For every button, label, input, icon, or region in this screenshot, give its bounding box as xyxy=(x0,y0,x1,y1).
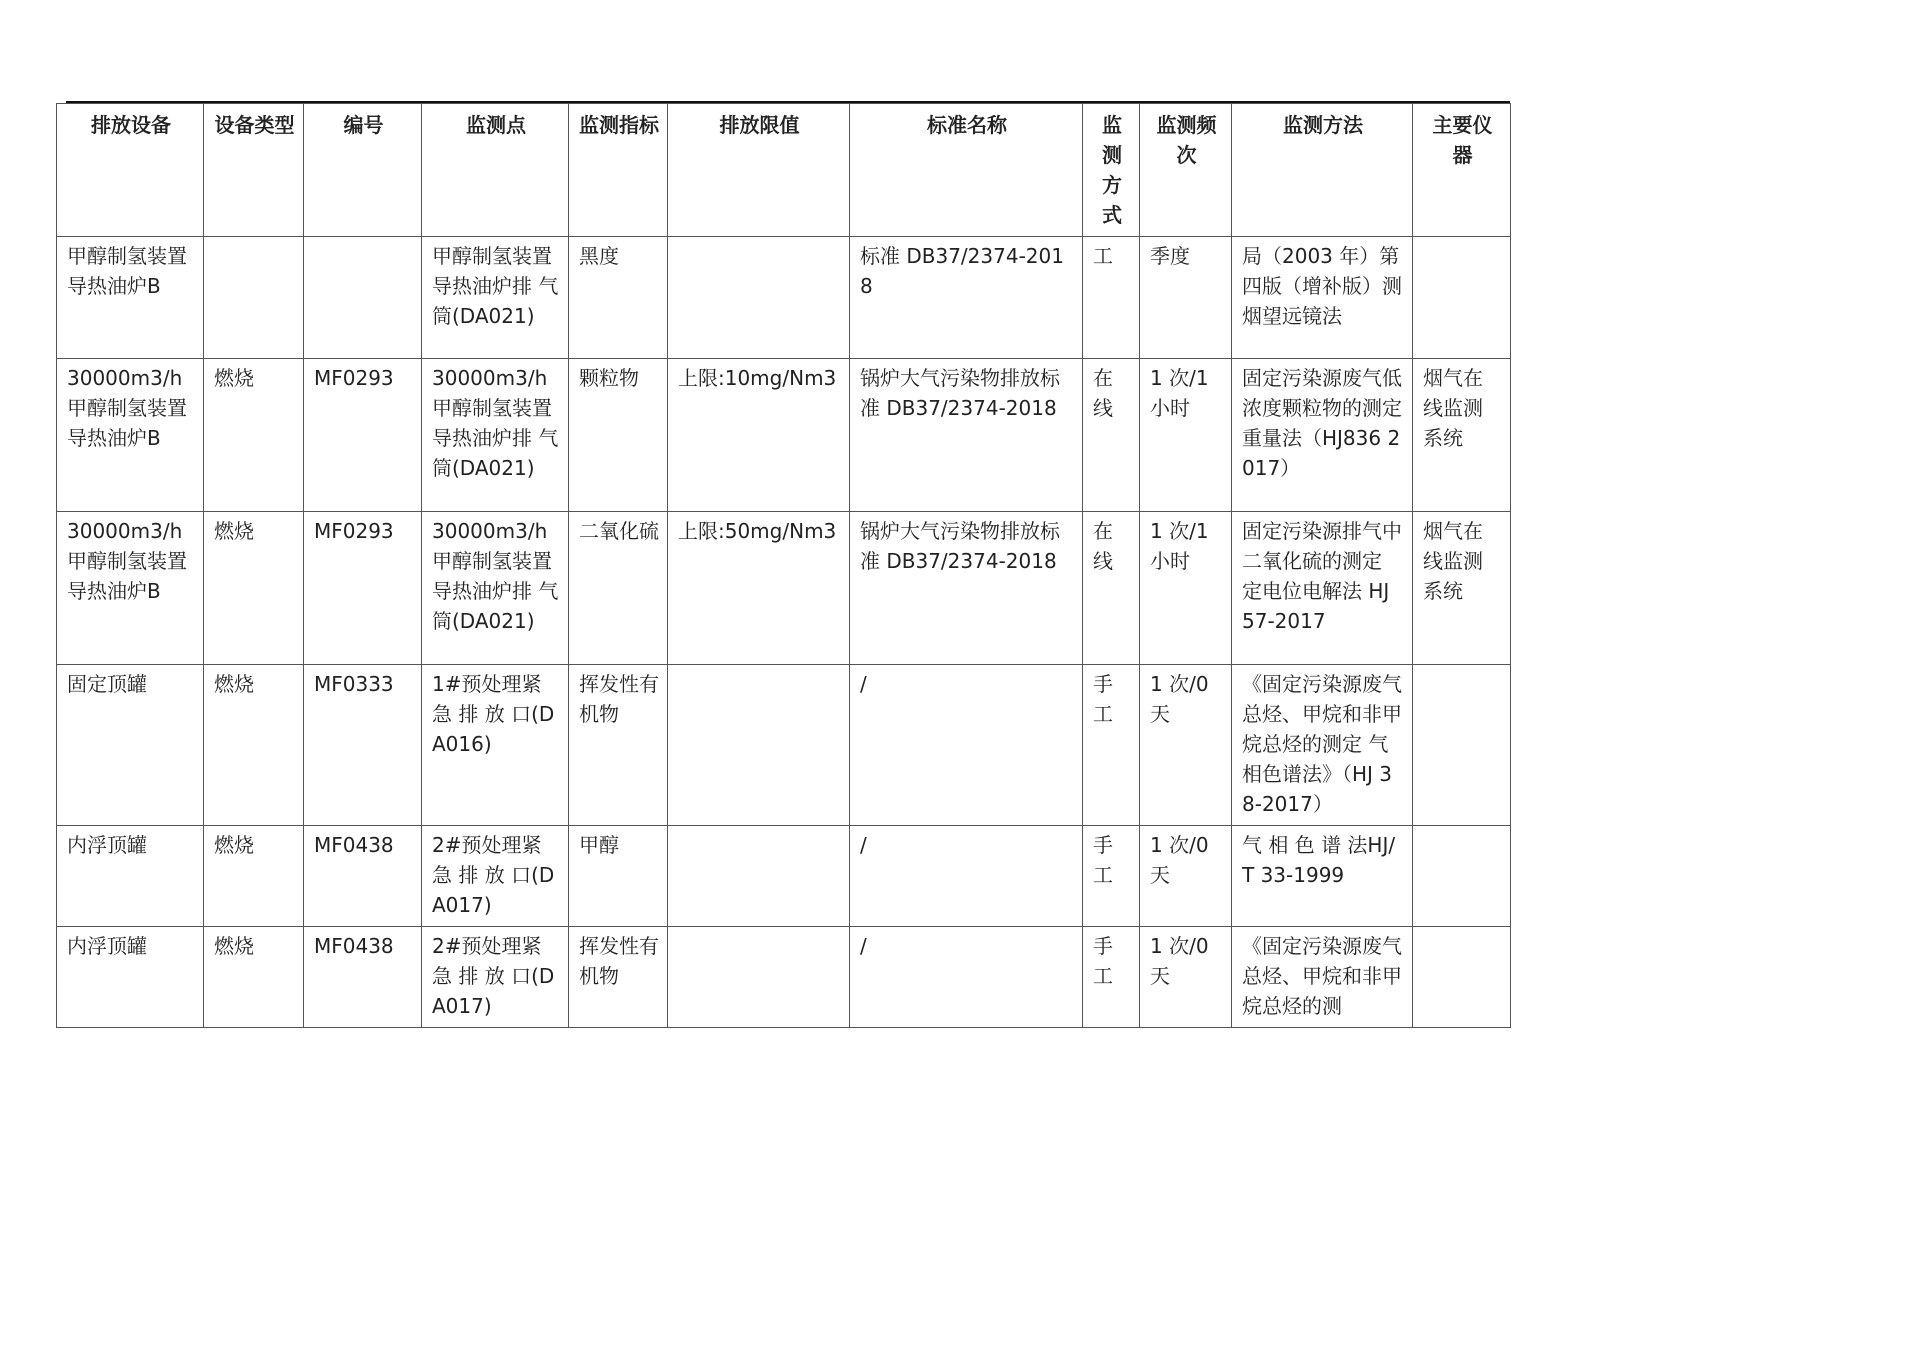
table-cell: 手工 xyxy=(1083,927,1140,1028)
table-cell: 标准 DB37/2374-2018 xyxy=(850,237,1083,359)
table-cell: / xyxy=(850,665,1083,826)
table-cell: / xyxy=(850,927,1083,1028)
header-cell: 排放限值 xyxy=(668,104,850,237)
header-cell: 监测指标 xyxy=(569,104,668,237)
table-row xyxy=(57,826,1511,927)
table-cell: MF0293 xyxy=(304,359,422,512)
table-cell xyxy=(1413,927,1511,1028)
table-cell: 烟气在线监测系统 xyxy=(1413,359,1511,512)
table-cell xyxy=(668,237,850,359)
header-cell: 监测频次 xyxy=(1140,104,1232,237)
table-cell: 上限:10mg/Nm3 xyxy=(668,359,850,512)
table-cell: 颗粒物 xyxy=(569,359,668,512)
table-cell: 手工 xyxy=(1083,826,1140,927)
table-cell: 1#预处理紧急 排 放 口(DA016) xyxy=(422,665,569,826)
table-cell: MF0293 xyxy=(304,512,422,665)
table-cell: 挥发性有机物 xyxy=(569,665,668,826)
table-cell xyxy=(668,927,850,1028)
header-cell: 标准名称 xyxy=(850,104,1083,237)
table-cell xyxy=(1413,826,1511,927)
table-header-row xyxy=(57,104,1511,237)
header-cell: 排放设备 xyxy=(57,104,204,237)
table-cell xyxy=(668,665,850,826)
table-cell: 1 次/0天 xyxy=(1140,826,1232,927)
table-cell xyxy=(204,237,304,359)
table-cell xyxy=(1413,665,1511,826)
table-cell: 固定污染源排气中二氧化硫的测定 定电位电解法 HJ 57-2017 xyxy=(1232,512,1413,665)
table-row xyxy=(57,927,1511,1028)
table-cell: 1 次/1小时 xyxy=(1140,359,1232,512)
table-cell: 二氧化硫 xyxy=(569,512,668,665)
table-cell: 30000m3/h 甲醇制氢装置导热油炉B xyxy=(57,359,204,512)
table-cell: 锅炉大气污染物排放标准 DB37/2374-2018 xyxy=(850,512,1083,665)
table-cell: MF0333 xyxy=(304,665,422,826)
table-cell xyxy=(304,237,422,359)
table-cell: 燃烧 xyxy=(204,927,304,1028)
table-cell: 30000m3/h 甲醇制氢装置导热油炉排 气 筒(DA021) xyxy=(422,512,569,665)
table-cell: 燃烧 xyxy=(204,826,304,927)
table-cell: 内浮顶罐 xyxy=(57,826,204,927)
table-cell: MF0438 xyxy=(304,826,422,927)
table-cell: 甲醇制氢装置导热油炉B xyxy=(57,237,204,359)
table-cell: 1 次/0天 xyxy=(1140,927,1232,1028)
table-cell: 甲醇 xyxy=(569,826,668,927)
table-cell: 燃烧 xyxy=(204,512,304,665)
table-cell xyxy=(1413,237,1511,359)
header-cell: 监测方法 xyxy=(1232,104,1413,237)
header-cell: 设备类型 xyxy=(204,104,304,237)
table-cell: 固定顶罐 xyxy=(57,665,204,826)
table-cell: 1 次/1小时 xyxy=(1140,512,1232,665)
table-cell: 在线 xyxy=(1083,359,1140,512)
table-cell: 局（2003 年）第四版（增补版）测烟望远镜法 xyxy=(1232,237,1413,359)
table-cell: 季度 xyxy=(1140,237,1232,359)
table-cell: 2#预处理紧急 排 放 口(DA017) xyxy=(422,927,569,1028)
table-row xyxy=(57,512,1511,665)
table-cell: 30000m3/h 甲醇制氢装置导热油炉B xyxy=(57,512,204,665)
table-cell: 内浮顶罐 xyxy=(57,927,204,1028)
table-cell: 在线 xyxy=(1083,512,1140,665)
table-cell: 手工 xyxy=(1083,665,1140,826)
table-cell: 烟气在线监测系统 xyxy=(1413,512,1511,665)
table-row xyxy=(57,665,1511,826)
table-cell xyxy=(668,826,850,927)
table-cell: 燃烧 xyxy=(204,359,304,512)
table-cell: 燃烧 xyxy=(204,665,304,826)
table-cell: 上限:50mg/Nm3 xyxy=(668,512,850,665)
table-cell: 《固定污染源废气 总烃、甲烷和非甲烷总烃的测定 气相色谱法》（HJ 38-2017） xyxy=(1232,665,1413,826)
table-cell: 1 次/0天 xyxy=(1140,665,1232,826)
table-cell: / xyxy=(850,826,1083,927)
header-cell: 监测点 xyxy=(422,104,569,237)
table-cell: 挥发性有机物 xyxy=(569,927,668,1028)
table-cell: 《固定污染源废气 总烃、甲烷和非甲烷总烃的测 xyxy=(1232,927,1413,1028)
table-row xyxy=(57,237,1511,359)
header-cell: 编号 xyxy=(304,104,422,237)
header-cell: 监测方式 xyxy=(1083,104,1140,237)
table-row xyxy=(57,359,1511,512)
table-cell: 30000m3/h 甲醇制氢装置导热油炉排 气 筒(DA021) xyxy=(422,359,569,512)
table-cell: 工 xyxy=(1083,237,1140,359)
table-cell: 固定污染源废气低浓度颗粒物的测定 重量法（HJ836 2017） xyxy=(1232,359,1413,512)
table-cell: 黑度 xyxy=(569,237,668,359)
header-cell: 主要仪器 xyxy=(1413,104,1511,237)
table-cell: MF0438 xyxy=(304,927,422,1028)
table-cell: 气 相 色 谱 法HJ/T 33-1999 xyxy=(1232,826,1413,927)
table-cell: 锅炉大气污染物排放标准 DB37/2374-2018 xyxy=(850,359,1083,512)
table-cell: 甲醇制氢装置导热油炉排 气 筒(DA021) xyxy=(422,237,569,359)
monitoring-table xyxy=(56,103,1511,1028)
table-cell: 2#预处理紧急 排 放 口(DA017) xyxy=(422,826,569,927)
